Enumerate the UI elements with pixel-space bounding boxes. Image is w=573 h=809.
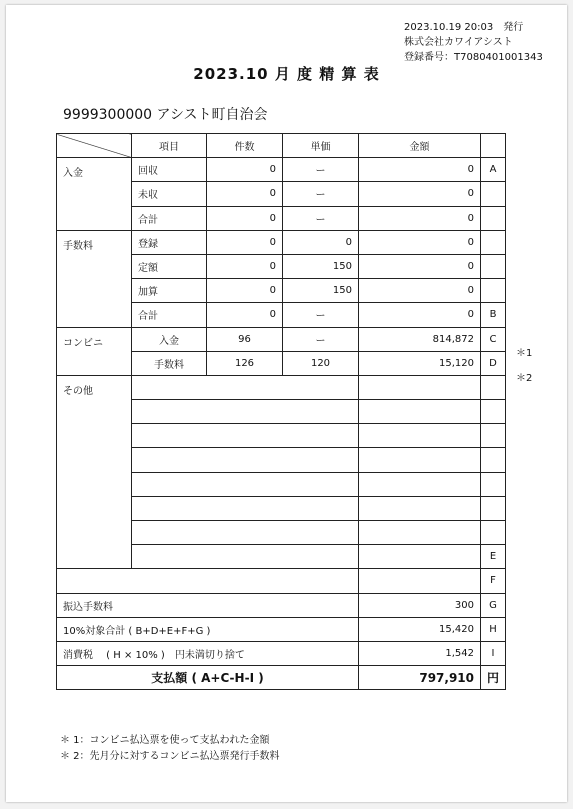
- price-cell: 150: [283, 279, 359, 303]
- issuer-block: [404, 20, 543, 65]
- mark-cell: [481, 496, 506, 520]
- count-cell: 0: [207, 182, 283, 206]
- item-cell: 手数料: [132, 351, 207, 375]
- amount-cell: 300: [359, 593, 481, 617]
- item-cell: 回収: [132, 158, 207, 182]
- amount-cell: [359, 424, 481, 448]
- mark-cell: [481, 375, 506, 399]
- total-unit: 円: [481, 666, 506, 690]
- mark-cell: [481, 182, 506, 206]
- header-corner-cell: [57, 134, 132, 158]
- amount-cell: 0: [359, 182, 481, 206]
- mark-cell: A: [481, 158, 506, 182]
- count-cell: 0: [207, 279, 283, 303]
- mark-cell: D: [481, 351, 506, 375]
- table-row: [57, 593, 506, 617]
- amount-cell: 0: [359, 206, 481, 230]
- other-desc-cell: [132, 472, 359, 496]
- table-row: [57, 569, 506, 593]
- issue-datetime: 2023.10.19 20:03 発行: [404, 22, 524, 33]
- total-row: [57, 666, 506, 690]
- mark-cell: [481, 472, 506, 496]
- count-cell: 0: [207, 303, 283, 327]
- item-cell: 合計: [132, 303, 207, 327]
- mark-cell: [481, 254, 506, 278]
- price-cell: ー: [283, 158, 359, 182]
- other-desc-cell: [132, 448, 359, 472]
- mark-cell: [481, 448, 506, 472]
- footnotes: [60, 733, 280, 765]
- other-desc-cell: [132, 496, 359, 520]
- note-marker-1: ＊1: [516, 348, 533, 359]
- amount-cell: [359, 375, 481, 399]
- other-desc-cell: [132, 400, 359, 424]
- mark-cell: C: [481, 327, 506, 351]
- settlement-table: [56, 133, 506, 690]
- amount-cell: 0: [359, 303, 481, 327]
- amount-cell: 0: [359, 254, 481, 278]
- amount-cell: 0: [359, 279, 481, 303]
- footnote-1: ＊ 1：コンビニ払込票を使って支払われた金額: [60, 735, 270, 746]
- note-marker-2: ＊2: [516, 373, 533, 384]
- amount-cell: 15,420: [359, 617, 481, 641]
- other-desc-cell: [132, 521, 359, 545]
- price-cell: 150: [283, 254, 359, 278]
- amount-cell: [359, 521, 481, 545]
- col-header-amount: 金額: [359, 134, 481, 158]
- other-desc-cell: [132, 424, 359, 448]
- col-header-count: 件数: [207, 134, 283, 158]
- total-label: 支払額 ( A+C-H-I ): [57, 666, 359, 690]
- registration-number: 登録番号：T7080401001343: [404, 52, 543, 63]
- table-row: [57, 641, 506, 665]
- mark-cell: [481, 400, 506, 424]
- mark-cell: [481, 279, 506, 303]
- customer-name: 9999300000 アシスト町自治会: [63, 107, 268, 123]
- count-cell: 96: [207, 327, 283, 351]
- price-cell: 0: [283, 230, 359, 254]
- summary-label: 消費税 ( H × 10% ) 円未満切り捨て: [57, 641, 359, 665]
- mark-cell: I: [481, 641, 506, 665]
- amount-cell: 0: [359, 158, 481, 182]
- summary-label: 振込手数料: [57, 593, 359, 617]
- price-cell: ー: [283, 327, 359, 351]
- total-amount: 797,910: [359, 666, 481, 690]
- count-cell: 0: [207, 230, 283, 254]
- group-label-other: その他: [57, 375, 132, 569]
- amount-cell: [359, 569, 481, 593]
- item-cell: 加算: [132, 279, 207, 303]
- table-row: [57, 617, 506, 641]
- mark-cell: [481, 206, 506, 230]
- price-cell: ー: [283, 303, 359, 327]
- price-cell: ー: [283, 206, 359, 230]
- table-row: [57, 327, 506, 351]
- item-cell: 合計: [132, 206, 207, 230]
- page-title: 2023.10 月 度 精 算 表: [193, 65, 380, 83]
- amount-cell: 0: [359, 230, 481, 254]
- table-row: [57, 230, 506, 254]
- amount-cell: 814,872: [359, 327, 481, 351]
- col-header-item: 項目: [132, 134, 207, 158]
- mark-cell: G: [481, 593, 506, 617]
- col-header-price: 単価: [283, 134, 359, 158]
- footnote-2: ＊ 2：先月分に対するコンビニ払込票発行手数料: [60, 751, 280, 762]
- mark-cell: [481, 424, 506, 448]
- price-cell: 120: [283, 351, 359, 375]
- mark-cell: [481, 521, 506, 545]
- count-cell: 126: [207, 351, 283, 375]
- count-cell: 0: [207, 158, 283, 182]
- f-desc-cell: [57, 569, 359, 593]
- mark-cell: B: [481, 303, 506, 327]
- group-label-fee: 手数料: [57, 230, 132, 327]
- table-header-row: [57, 134, 506, 158]
- other-desc-cell: [132, 375, 359, 399]
- company-name: 株式会社カワイアシスト: [404, 37, 513, 48]
- mark-cell: F: [481, 569, 506, 593]
- item-cell: 未収: [132, 182, 207, 206]
- amount-cell: [359, 545, 481, 569]
- mark-cell: [481, 230, 506, 254]
- count-cell: 0: [207, 254, 283, 278]
- item-cell: 定額: [132, 254, 207, 278]
- table-row: [57, 375, 506, 399]
- group-label-nyukin: 入金: [57, 158, 132, 231]
- other-desc-cell: [132, 545, 359, 569]
- amount-cell: [359, 400, 481, 424]
- col-header-mark: [481, 134, 506, 158]
- amount-cell: [359, 496, 481, 520]
- amount-cell: 15,120: [359, 351, 481, 375]
- price-cell: ー: [283, 182, 359, 206]
- amount-cell: 1,542: [359, 641, 481, 665]
- count-cell: 0: [207, 206, 283, 230]
- mark-cell: E: [481, 545, 506, 569]
- amount-cell: [359, 448, 481, 472]
- item-cell: 登録: [132, 230, 207, 254]
- group-label-convenience: コンビニ: [57, 327, 132, 375]
- amount-cell: [359, 472, 481, 496]
- summary-label: 10%対象合計 ( B+D+E+F+G ): [57, 617, 359, 641]
- table-row: [57, 158, 506, 182]
- item-cell: 入金: [132, 327, 207, 351]
- mark-cell: H: [481, 617, 506, 641]
